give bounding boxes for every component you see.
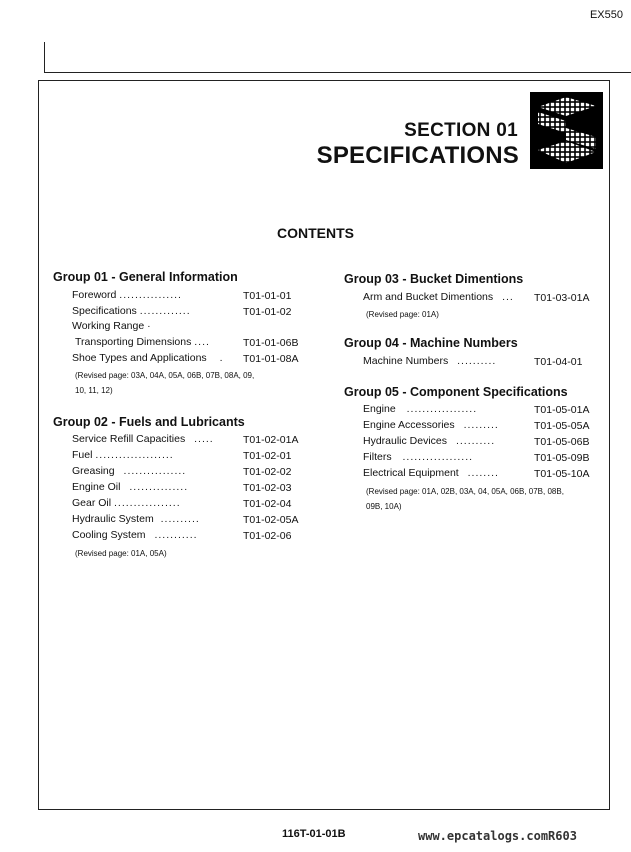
revised-note: 10, 11, 12) (75, 386, 113, 395)
page-tag: R603 (548, 829, 577, 843)
toc-leader-dots: ......... (463, 419, 499, 431)
toc-page-code: T01-02-03 (243, 482, 292, 494)
toc-entry-label: Engine (363, 403, 396, 415)
toc-entry[interactable] (363, 403, 477, 415)
toc-leader-dots: .......... (457, 355, 497, 367)
toc-page-code: T01-02-02 (243, 466, 292, 478)
revised-note: 09B, 10A) (366, 502, 402, 511)
toc-entry[interactable] (363, 467, 499, 479)
toc-leader-dots: .......... (160, 513, 200, 525)
group-05-title: Group 05 - Component Specifications (344, 385, 568, 399)
toc-entry[interactable] (72, 352, 224, 364)
toc-page-code: T01-02-04 (243, 498, 292, 510)
header-rule-horizontal (44, 72, 631, 73)
toc-entry-label: Fuel (72, 449, 93, 461)
toc-page-code: T01-01-06B (243, 337, 299, 349)
toc-entry-label: Cooling System (72, 529, 146, 541)
model-code: EX550 (589, 9, 623, 21)
toc-entry-label: Foreword (72, 289, 117, 301)
section-number: SECTION 01 (404, 120, 518, 141)
toc-entry-label: Greasing (72, 465, 115, 477)
toc-leader-dots: ............. (139, 305, 191, 317)
toc-leader-dots: ................ (119, 289, 182, 301)
toc-entry[interactable] (72, 320, 151, 332)
toc-entry[interactable] (363, 291, 514, 303)
toc-entry[interactable] (72, 433, 214, 445)
toc-leader-dots: . (219, 352, 224, 364)
toc-entry-label: Gear Oil (72, 497, 112, 509)
toc-leader-dots: ..... (194, 433, 214, 445)
toc-entry-label: Hydraulic System (72, 513, 154, 525)
contents-heading: CONTENTS (277, 225, 354, 241)
toc-entry[interactable] (72, 449, 174, 461)
toc-page-code: T01-05-06B (534, 436, 590, 448)
group-01-title: Group 01 - General Information (53, 270, 238, 284)
toc-page-code: T01-02-01 (243, 450, 292, 462)
toc-entry[interactable] (75, 336, 210, 348)
toc-page-code: T01-05-05A (534, 420, 590, 432)
toc-entry[interactable] (72, 289, 182, 301)
toc-leader-dots: ........... (154, 529, 198, 541)
section-s-logo-graphic (530, 92, 603, 169)
revised-note: (Revised page: 01A, 02B, 03A, 04, 05A, 06B, 07B, 08B, (366, 487, 564, 496)
group-02-title: Group 02 - Fuels and Lubricants (53, 415, 245, 429)
toc-leader-dots: ........ (467, 467, 499, 479)
toc-page-code: T01-02-01A (243, 434, 299, 446)
toc-entry-label: Shoe Types and Applications (72, 352, 207, 364)
page-frame (38, 80, 610, 810)
toc-leader-dots: ................ (123, 465, 187, 477)
toc-page-code: T01-05-09B (534, 452, 590, 464)
toc-entry-label: Electrical Equipment (363, 467, 459, 479)
group-04-title: Group 04 - Machine Numbers (344, 336, 518, 350)
toc-entry[interactable] (363, 435, 495, 447)
toc-leader-dots: .... (194, 336, 210, 348)
toc-entry-label: Filters (363, 451, 392, 463)
toc-page-code: T01-02-05A (243, 514, 299, 526)
toc-leader-dots: .......... (455, 435, 496, 447)
toc-entry[interactable] (72, 305, 191, 317)
toc-entry[interactable] (72, 529, 198, 541)
toc-entry[interactable] (363, 451, 473, 463)
toc-page-code: T01-05-01A (534, 404, 590, 416)
toc-entry[interactable] (363, 419, 499, 431)
section-title: SPECIFICATIONS (316, 142, 519, 169)
toc-entry-label: Engine Oil (72, 481, 121, 493)
watermark-text: www.epcatalogs.com (418, 829, 549, 843)
toc-leader-dots: .................... (95, 449, 174, 461)
toc-entry[interactable] (72, 513, 200, 525)
section-s-logo-icon (530, 92, 603, 169)
watermark (418, 829, 577, 843)
toc-entry-label: Engine Accessories (363, 419, 455, 431)
toc-leader-dots: .................. (402, 451, 474, 463)
toc-entry[interactable] (72, 465, 186, 477)
toc-entry-label: Transporting Dimensions (75, 336, 192, 348)
toc-page-code: T01-01-02 (243, 306, 292, 318)
toc-page-code: T01-03-01A (534, 292, 590, 304)
toc-page-code: T01-01-01 (243, 290, 292, 302)
toc-leader-dots: ............... (129, 481, 189, 493)
toc-entry-label: Working Range · (72, 320, 151, 332)
toc-entry-label: Hydraulic Devices (363, 435, 448, 447)
toc-entry-label: Machine Numbers (363, 355, 449, 367)
toc-leader-dots: .................. (406, 403, 478, 415)
toc-page-code: T01-04-01 (534, 356, 583, 368)
toc-page-code: T01-05-10A (534, 468, 590, 480)
toc-entry-label: Service Refill Capacities (72, 433, 186, 445)
toc-leader-dots: ................. (114, 497, 181, 509)
toc-entry[interactable] (363, 355, 496, 367)
revised-note: (Revised page: 01A, 05A) (75, 549, 167, 558)
toc-entry[interactable] (72, 481, 188, 493)
toc-entry-label: Arm and Bucket Dimentions (363, 291, 494, 303)
revised-note: (Revised page: 01A) (366, 310, 439, 319)
toc-entry-label: Specifications (72, 305, 137, 317)
toc-page-code: T01-01-08A (243, 353, 299, 365)
header-rule-vertical (44, 42, 45, 72)
toc-leader-dots: ... (502, 291, 514, 303)
toc-entry[interactable] (72, 497, 181, 509)
group-03-title: Group 03 - Bucket Dimentions (344, 272, 524, 286)
toc-page-code: T01-02-06 (243, 530, 292, 542)
document-number: 116T-01-01B (282, 828, 346, 840)
revised-note: (Revised page: 03A, 04A, 05A, 06B, 07B, 08A, 09, (75, 371, 255, 380)
